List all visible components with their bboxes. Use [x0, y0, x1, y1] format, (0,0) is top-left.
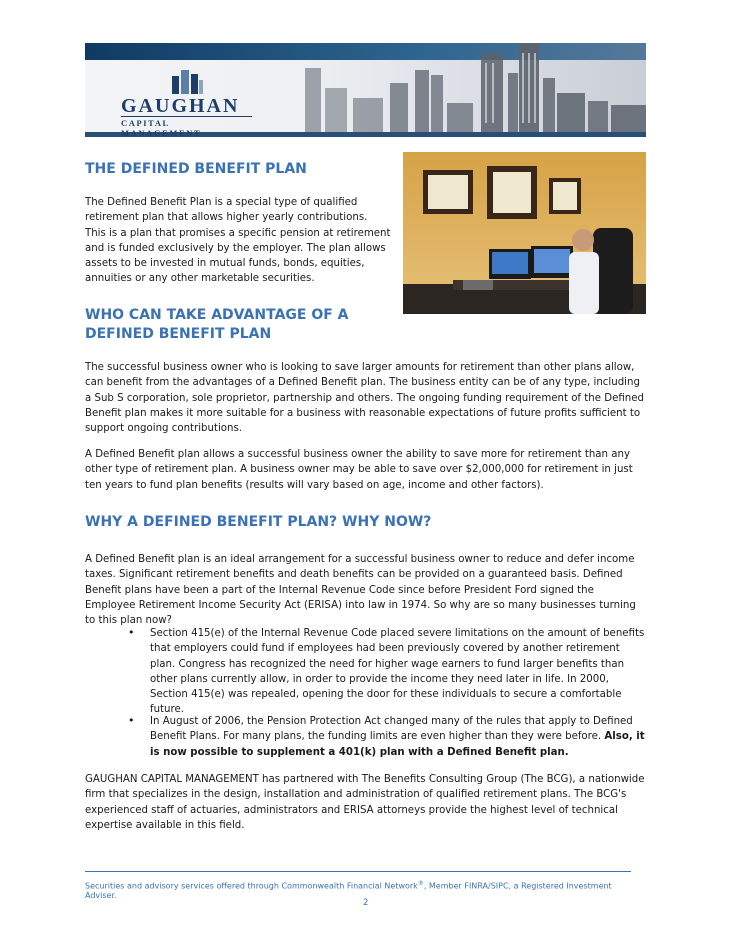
heading-who-can-take-advantage: WHO CAN TAKE ADVANTAGE OF A DEFINED BENEFIT PLAN	[85, 307, 349, 342]
footer-disclosure	[85, 880, 645, 900]
closing-paragraph: GAUGHAN CAPITAL MANAGEMENT has partnered with The Benefits Consulting Group (The BCG), a nationwide firm that specializes in the design, installation and administration of qualified retirement plans. The BCG's experienced staff of actuaries, administrators and ERISA attorneys provide the highest level of technical expertise available in this field.	[85, 774, 645, 831]
bullet-marker-2: •	[128, 714, 135, 727]
bullet-pension-protection-bold: Also, it is now possible to supplement a 401(k) plan with a Defined Benefit plan.	[150, 731, 645, 758]
bullet-section-415e: Section 415(e) of the Internal Revenue Code placed severe limitations on the amount of benefits that employers could fund if employees had been previously covered by another retirement plan. Congress has recognized the need for higher wage earners to fund larger benefits than other plans currently allow, in order to provide the income they need later in life. In 2000, Section 415(e) was repealed, opening the door for these individuals to secure a comfortable future.	[150, 628, 645, 716]
logo-skyline-icon	[170, 68, 204, 94]
who-can-advantage-para-2: A Defined Benefit plan allows a successful business owner the ability to save more for retirement than any other type of retirement plan. A business owner may be able to save over $2,000,000 for retirement in just ten years to fund plan benefits (results will vary based on age, income and other factors).	[85, 449, 633, 491]
footer-divider	[85, 871, 631, 872]
footer-registered-mark: ®	[417, 880, 424, 887]
heading-defined-benefit-plan: THE DEFINED BENEFIT PLAN	[85, 161, 307, 177]
page-number: 2	[363, 898, 369, 908]
footer-text-after: , Member FINRA/SIPC, a Registered Investment Adviser.	[85, 881, 612, 900]
footer-text-before: Securities and advisory services offered through Commonwealth Financial Network	[85, 881, 418, 891]
who-can-advantage-para-1: The successful business owner who is looking to save larger amounts for retirement than other plans allow, can benefit from the advantages of a Defined Benefit plan. The business entity can be of any type, including a Sub S corporation, sole proprietor, partnership and others. The ongoing funding requirement of the Defined Benefit plan makes it more suitable for a business with reasonable expectations of future profits sufficient to support ongoing contributions.	[85, 362, 644, 435]
bullet-marker-1: •	[128, 626, 135, 639]
why-now-para-1: A Defined Benefit plan is an ideal arrangement for a successful business owner to reduce and defer income taxes. Significant retirement benefits and death benefits can be provided on a guaranteed basis. Defined Benefit plans have been a part of the Internal Revenue Code since before President Ford signed the Employee Retirement Income Security Act (ERISA) into law in 1974. So why are so many businesses turning to this plan now?	[85, 554, 636, 627]
office-photo	[403, 152, 646, 314]
bullet-pension-protection-act	[150, 714, 646, 760]
logo-name: GAUGHAN	[121, 95, 240, 117]
logo-subtitle: CAPITAL MANAGEMENT	[121, 116, 252, 138]
heading-why-now: WHY A DEFINED BENEFIT PLAN? WHY NOW?	[85, 514, 432, 530]
bullet-pension-protection-text: In August of 2006, the Pension Protection Act changed many of the rules that apply to Defined Benefit Plans. For many plans, the funding limits are even higher than they were before.	[150, 716, 633, 743]
defined-benefit-plan-body: The Defined Benefit Plan is a special type of qualified retirement plan that allows higher yearly contributions. This is a plan that promises a specific pension at retirement and is funded exclusively by the employer. The plan allows assets to be invested in mutual funds, bonds, equities, annuities or any other marketable securities.	[85, 197, 391, 285]
